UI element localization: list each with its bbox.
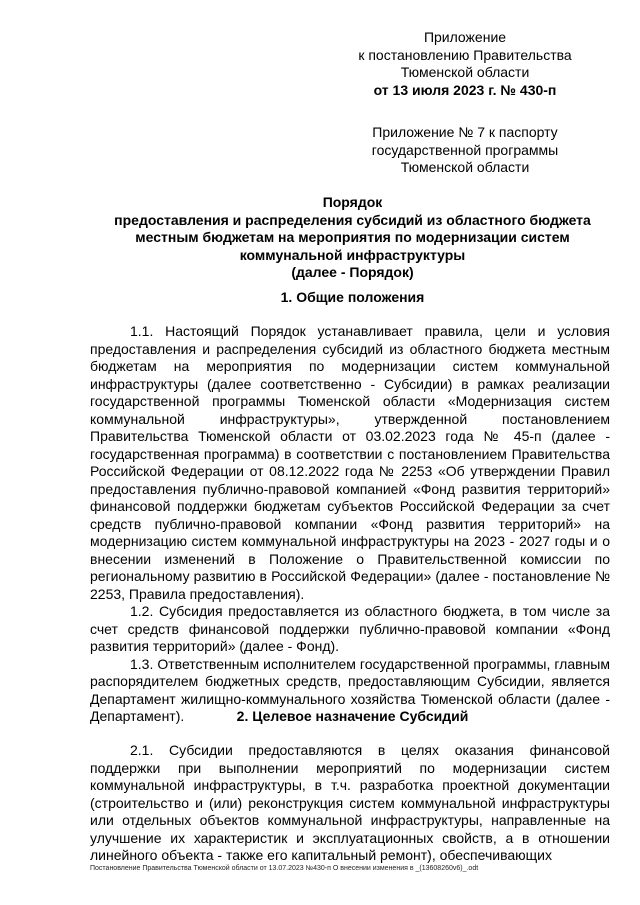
paragraph-2-1: 2.1. Субсидии предоставляются в целях оказания финансовой поддержки при выполнении мероприятий по модернизации систем коммунальной инфраструктуры, в т.ч. разработка проектной документации (строительство и (или) реконструкция систем коммунальной инфраструктуры или отдельных объектов коммунальной инфраструктуры, направленные на улучшение их характеристик и эксплуатационных свойств, а в отношении линейного объекта - также его капитальный ремонт), обеспечивающих [90,742,610,863]
appendix-header [330,29,600,99]
appendix-resolution: к постановлению Правительства [358,46,572,63]
paragraph-1-1: 1.1. Настоящий Порядок устанавливает правила, цели и условия предоставления и распределения субсидий из областного бюджета местным бюджетам на мероприятия по модернизации систем коммунальной инфраструктуры (далее соответственно - Субсидии) в рамках реализации государственной программы Тюменской области «Модернизация систем коммунальной инфраструктуры», утвержденной постановлением Правительства Тюменской области от 03.02.2023 года № 45-п (далее - государственная программа) в соответствии с постановлением Правительства Российской Федерации от 08.12.2022 года № 2253 «Об утверждении Правил предоставления публично-правовой компанией «Фонд развития территорий» финансовой поддержки бюджетам субъектов Российской Федерации за счет средств публично-правовой компании «Фонд развития территорий» на модернизацию систем коммунальной инфраструктуры на 2023 - 2027 годы и о внесении изменений в Положение о Правительственной комиссии по региональному развитию в Российской Федерации» (далее - постановление № 2253, Правила предоставления). [90,323,610,602]
title-line-1: Порядок [322,194,383,210]
section-2-heading: 2. Целевое назначение Субсидий [236,708,469,724]
document-footer: Постановление Правительства Тюменской области от 13.07.2023 №430-п О внесении изменения в _(13608260v6)_.odt [90,865,479,872]
title-line-4: коммунальной инфраструктуры [239,246,466,263]
passport-region: Тюменской области [400,159,530,175]
section-2-body [90,742,610,865]
passport-program: государственной программы [371,141,559,158]
passport-appendix-label: Приложение № 7 к паспорту [372,124,558,140]
passport-appendix-header [330,124,600,177]
document-title [100,194,605,282]
appendix-region: Тюменской области [400,64,530,80]
paragraph-1-3: 1.3. Ответственным исполнителем государственной программы, главным распорядителем бюджетных средств, предоставляющим Субсидии, является Департамент жилищно-коммунального хозяйства Тюменской области (далее - Департамент). [90,655,610,724]
title-line-3: местным бюджетам на мероприятия по модернизации систем [135,229,570,245]
appendix-label: Приложение [423,29,507,45]
appendix-date-number: от 13 июля 2023 г. № 430-п [373,81,557,98]
title-line-5: (далее - Порядок) [291,264,414,280]
section-1-heading: 1. Общие положения [280,289,425,305]
title-line-2: предоставления и распределения субсидий из областного бюджета [114,211,591,228]
section-1-body [90,323,610,726]
paragraph-1-2: 1.2. Субсидия предоставляется из областного бюджета, в том числе за счет средств финансовой поддержки публично-правовой компании «Фонд развития территорий» (далее - Фонд). [90,603,610,654]
